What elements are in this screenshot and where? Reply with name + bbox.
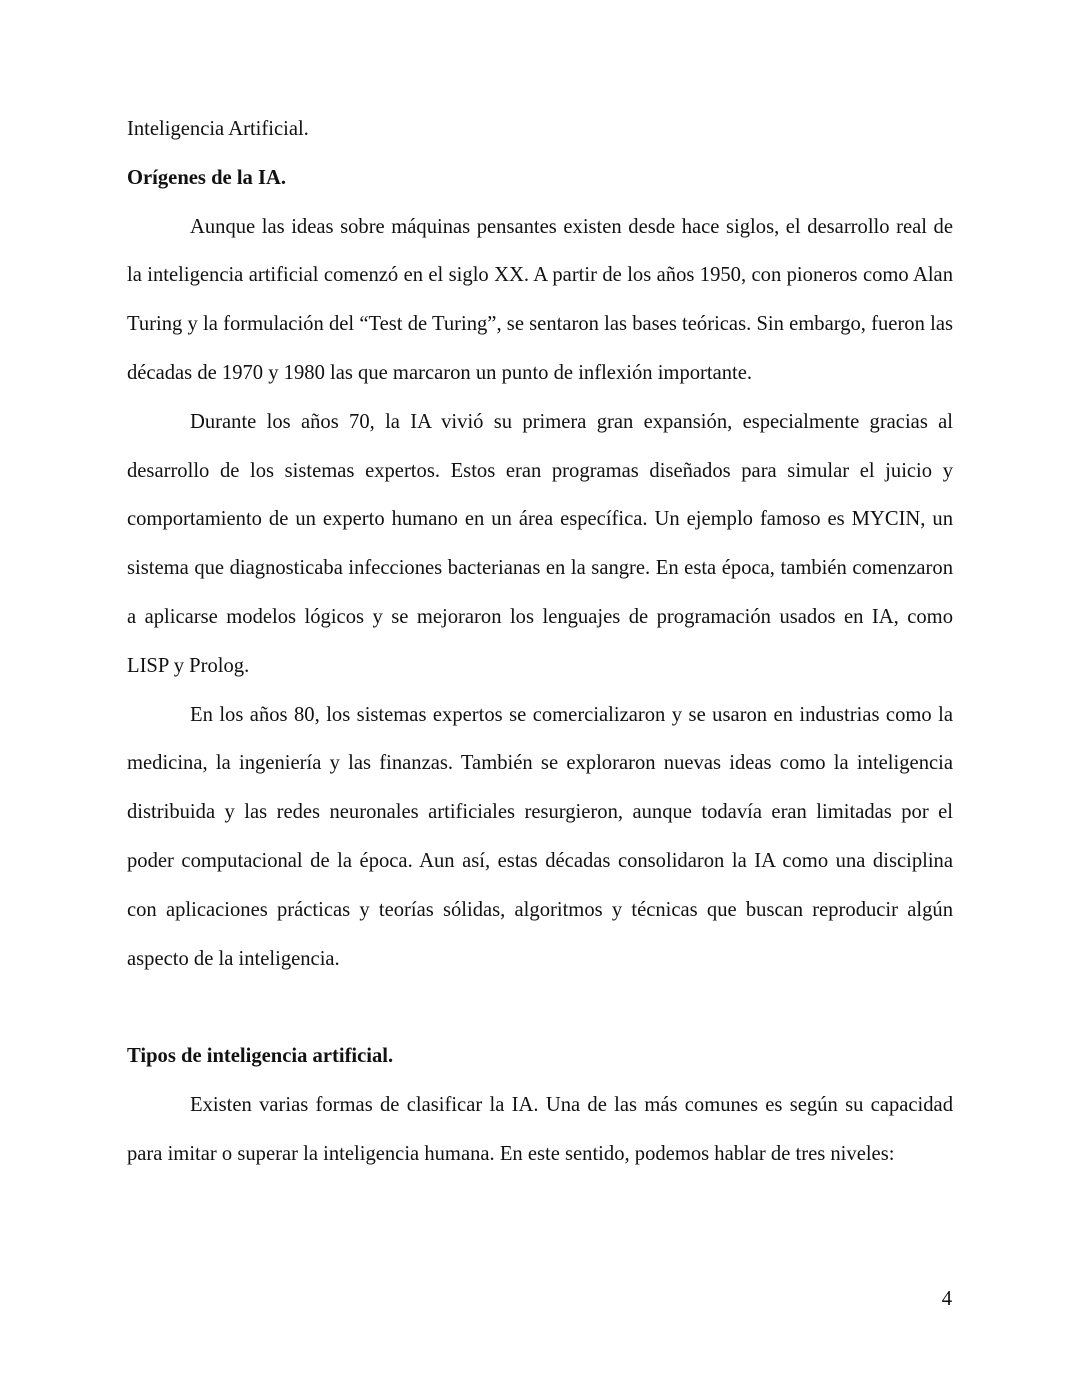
continuation-line: Inteligencia Artificial. <box>127 118 309 140</box>
page-number: 4 <box>941 1288 952 1310</box>
page-body <box>127 105 953 1179</box>
paragraph-eighties: En los años 80, los sistemas expertos se comercializaron y se usaron en industrias como la medicina, la ingeniería y las finanzas. También se exploraron nuevas ideas como la inteligencia distribuida y las redes neuronales artificiales resurgieron, aunque todavía eran limitadas por el poder computacional de la época. Aun así, estas décadas consolidaron la IA como una disciplina con aplicaciones prácticas y teorías sólidas, algoritmos y técnicas que buscan reproducir algún aspecto de la inteligencia. <box>127 703 953 970</box>
paragraph-seventies: Durante los años 70, la IA vivió su primera gran expansión, especialmente gracias al desarrollo de los sistemas expertos. Estos eran programas diseñados para simular el juicio y comportamiento de un experto humano en un área específica. Un ejemplo famoso es MYCIN, un sistema que diagnosticaba infecciones bacterianas en la sangre. En esta época, también comenzaron a aplicarse modelos lógicos y se mejoraron los lenguajes de programación usados en IA, como LISP y Prolog. <box>127 410 953 677</box>
section-heading-types: Tipos de inteligencia artificial. <box>127 1045 394 1068</box>
section-gap <box>127 983 953 1032</box>
section-heading-origins: Orígenes de la IA. <box>127 166 287 189</box>
paragraph-origins-intro: Aunque las ideas sobre máquinas pensantes existen desde hace siglos, el desarrollo real de la inteligencia artificial comenzó en el siglo XX. A partir de los años 1950, con pioneros como Alan Turing y la formulación del “Test de Turing”, se sentaron las bases teóricas. Sin embargo, fueron las décadas de 1970 y 1980 las que marcaron un punto de inflexión importante. <box>127 215 953 384</box>
paragraph-types-intro: Existen varias formas de clasificar la IA. Una de las más comunes es según su capacidad para imitar o superar la inteligencia humana. En este sentido, podemos hablar de tres niveles: <box>127 1093 953 1165</box>
